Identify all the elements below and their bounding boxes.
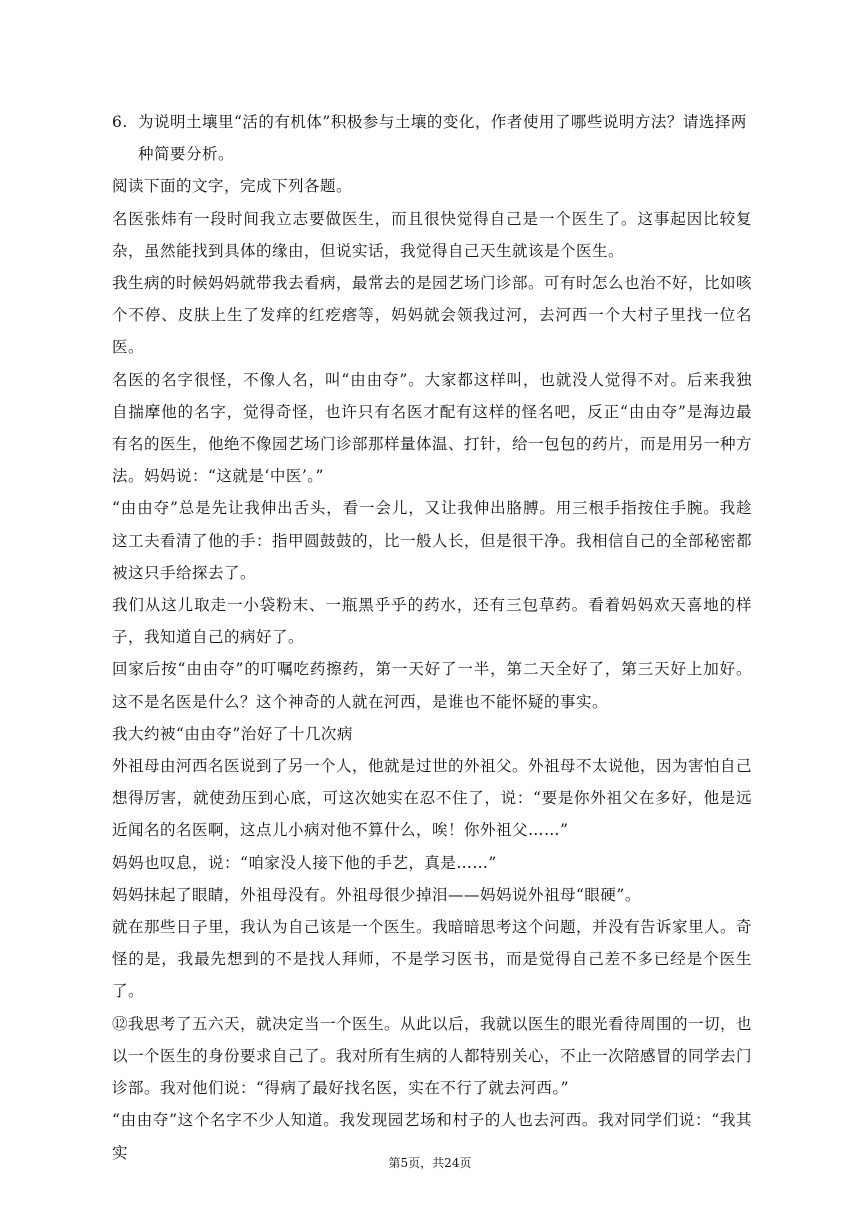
paragraph: 名医张炜有一段时间我立志要做医生，而且很快觉得自己是一个医生了。这事起因比较复杂，虽然能找到具体的缘由，但说实话，我觉得自己天生就该是个医生。 [112,209,752,260]
paragraph: 我大约被“由由夺”治好了十几次病 [112,724,353,743]
paragraph: “由由夺”总是先让我伸出舌头，看一会儿，又让我伸出胳膊。用三根手指按住手腕。我趁这工夫看清了他的手：指甲圆鼓鼓的，比一般人长，但是很干净。我相信自己的全部秘密都被这只手给探去了。 [112,499,753,582]
paragraph: 阅读下面的文字，完成下列各题。 [112,177,353,196]
paragraph: 妈妈抹起了眼睛，外祖母没有。外祖母很少掉泪——妈妈说外祖母“眼硬”。 [112,885,641,904]
paragraph: 外祖母由河西名医说到了另一个人，他就是过世的外祖父。外祖母不太说他，因为害怕自己想得厉害，就使劲压到心底，可这次她实在忍不住了，说：“要是你外祖父在多好，他是远近闻名的名医啊，这点儿小病对他不算什么，唉！你外祖父……” [112,757,753,840]
paragraph: 就在那些日子里，我认为自己该是一个医生。我暗暗思考这个问题，并没有告诉家里人。奇怪的是，我最先想到的不是找人拜师，不是学习医书，而是觉得自己差不多已经是个医生了。 [112,918,753,1001]
paragraph: 我生病的时候妈妈就带我去看病，最常去的是园艺场门诊部。可有时怎么也治不好，比如咳个不停、皮肤上生了发痒的红疙瘩等，妈妈就会领我过河，去河西一个大村子里找一位名医。 [112,274,753,357]
paragraph: 回家后按“由由夺”的叮嘱吃药擦药，第一天好了一半，第二天全好了，第三天好上加好。这不是名医是什么？这个神奇的人就在河西，是谁也不能怀疑的事实。 [112,660,752,711]
question-6 [112,106,752,170]
paragraph: 我们从这儿取走一小袋粉末、一瓶黑乎乎的药水，还有三包草药。看着妈妈欢天喜地的样子，我知道自己的病好了。 [112,596,752,647]
question-text: 为说明土壤里“活的有机体”积极参与土壤的变化，作者使用了哪些说明方法？请选择两种简要分析。 [138,113,747,164]
paragraph: “由由夺”这个名字不少人知道。我发现园艺场和村子的人也去河西。我对同学们说：“我其实 [112,1111,752,1162]
paragraph: ⑫我思考了五六天，就决定当一个医生。从此以后，我就以医生的眼光看待周围的一切，也以一个医生的身份要求自己了。我对所有生病的人都特别关心，不止一次陪感冒的同学去门诊部。我对他们说：“得病了最好找名医，实在不行了就去河西。” [112,1014,753,1098]
paragraph: 名医的名字很怪，不像人名，叫“由由夺”。大家都这样叫，也就没人觉得不对。后来我独自揣摩他的名字，觉得奇怪，也许只有名医才配有这样的怪名吧，反正“由由夺”是海边最有名的医生，他绝不像园艺场门诊部那样量体温、打针，给一包包的药片，而是用另一种方法。妈妈说：“这就是‘中医’。” [112,370,753,486]
paragraph: 妈妈也叹息，说：“咱家没人接下他的手艺，真是……” [112,853,497,872]
page-footer: 第5页，共24页 [388,1156,472,1170]
question-number: 6. [112,113,128,131]
document-body [112,106,752,1169]
